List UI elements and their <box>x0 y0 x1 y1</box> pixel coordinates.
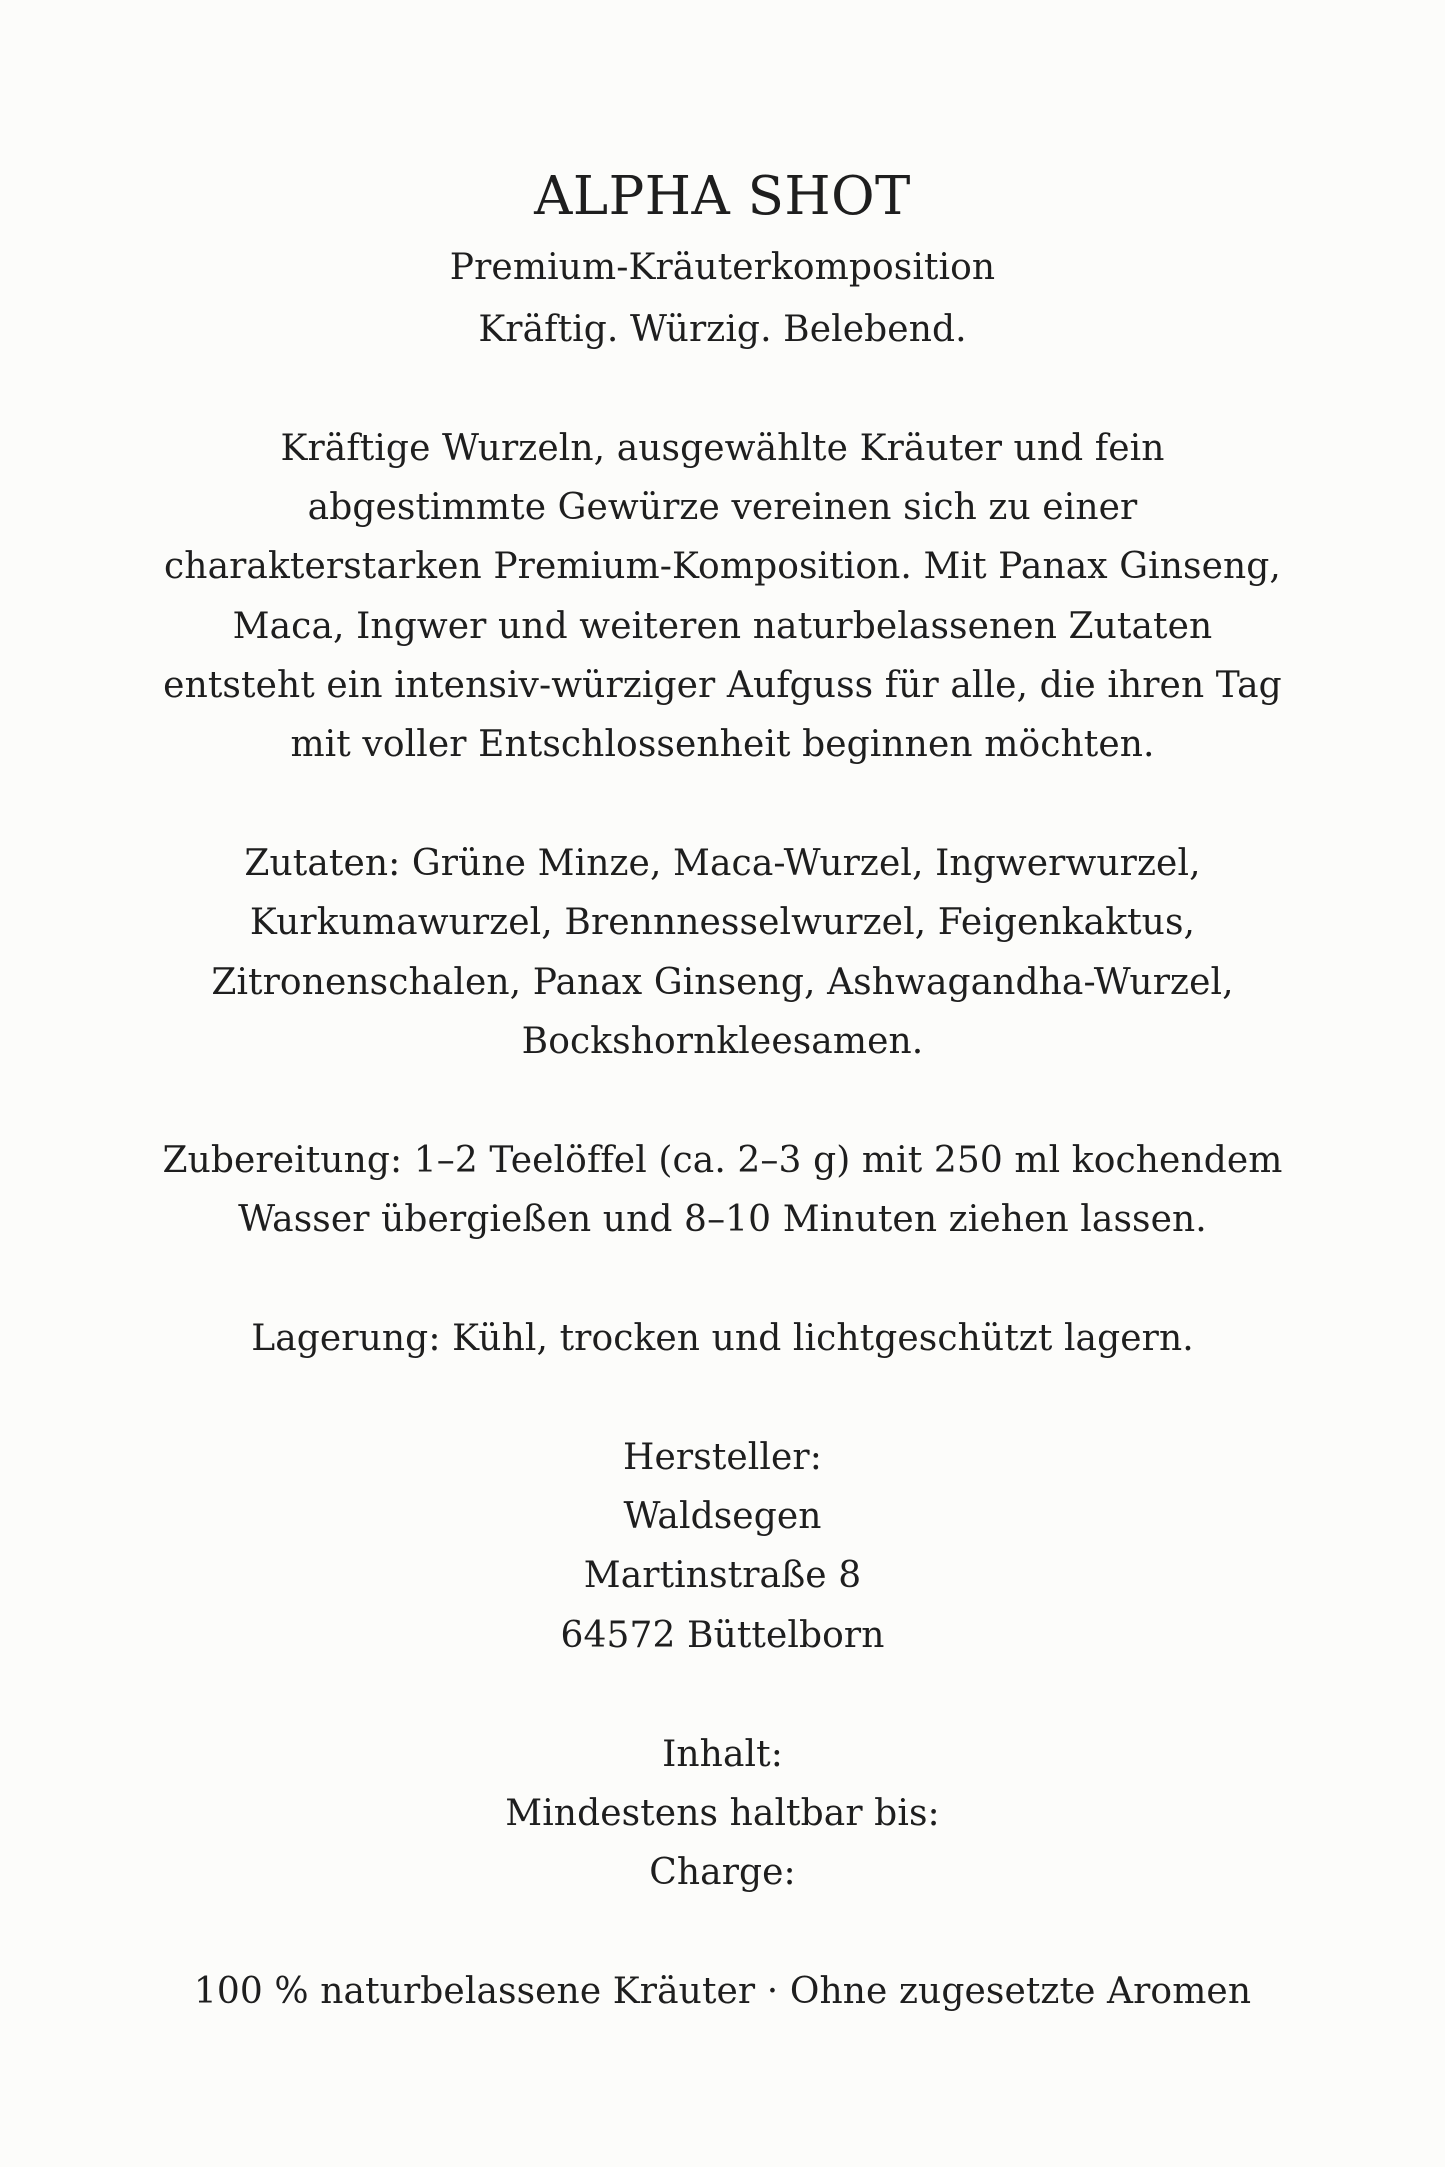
description-line: entsteht ein intensiv-würziger Aufguss für alle, die ihren Tag <box>163 665 1282 706</box>
product-tagline: Kräftig. Würzig. Belebend. <box>478 309 967 350</box>
ingredients-line: Zutaten: Grüne Minze, Maca-Wurzel, Ingwerwurzel, <box>244 843 1201 884</box>
ingredients-line: Bockshornkleesamen. <box>521 1021 924 1062</box>
description-line: Kräftige Wurzeln, ausgewählte Kräuter und fein <box>280 428 1165 469</box>
content-label: Inhalt: <box>662 1734 783 1775</box>
manufacturer-city: 64572 Büttelborn <box>560 1615 885 1656</box>
ingredients-line: Kurkumawurzel, Brennnesselwurzel, Feigenkaktus, <box>249 902 1196 943</box>
description-line: mit voller Entschlossenheit beginnen möchten. <box>290 724 1155 765</box>
ingredients-line: Zitronenschalen, Panax Ginseng, Ashwagandha-Wurzel, <box>211 962 1234 1003</box>
product-title: ALPHA SHOT <box>534 166 911 227</box>
batch-label: Charge: <box>649 1852 796 1893</box>
footer-claim: 100 % naturbelassene Kräuter · Ohne zugesetzte Aromen <box>193 1971 1252 2012</box>
description-line: charakterstarken Premium-Komposition. Mit Panax Ginseng, <box>164 546 1281 587</box>
manufacturer-street: Martinstraße 8 <box>583 1555 862 1596</box>
description-line: Maca, Ingwer und weiteren naturbelassenen Zutaten <box>232 606 1213 647</box>
manufacturer-heading: Hersteller: <box>623 1437 822 1478</box>
manufacturer-name: Waldsegen <box>623 1496 822 1537</box>
description-line: abgestimmte Gewürze vereinen sich zu einer <box>307 487 1138 528</box>
product-subtitle: Premium-Kräuterkomposition <box>449 247 996 288</box>
best-before-label: Mindestens haltbar bis: <box>505 1793 940 1834</box>
preparation-line: Wasser übergießen und 8–10 Minuten ziehen lassen. <box>238 1199 1207 1240</box>
storage-info: Lagerung: Kühl, trocken und lichtgeschützt lagern. <box>251 1318 1194 1359</box>
preparation-line: Zubereitung: 1–2 Teelöffel (ca. 2–3 g) mit 250 ml kochendem <box>162 1140 1283 1181</box>
